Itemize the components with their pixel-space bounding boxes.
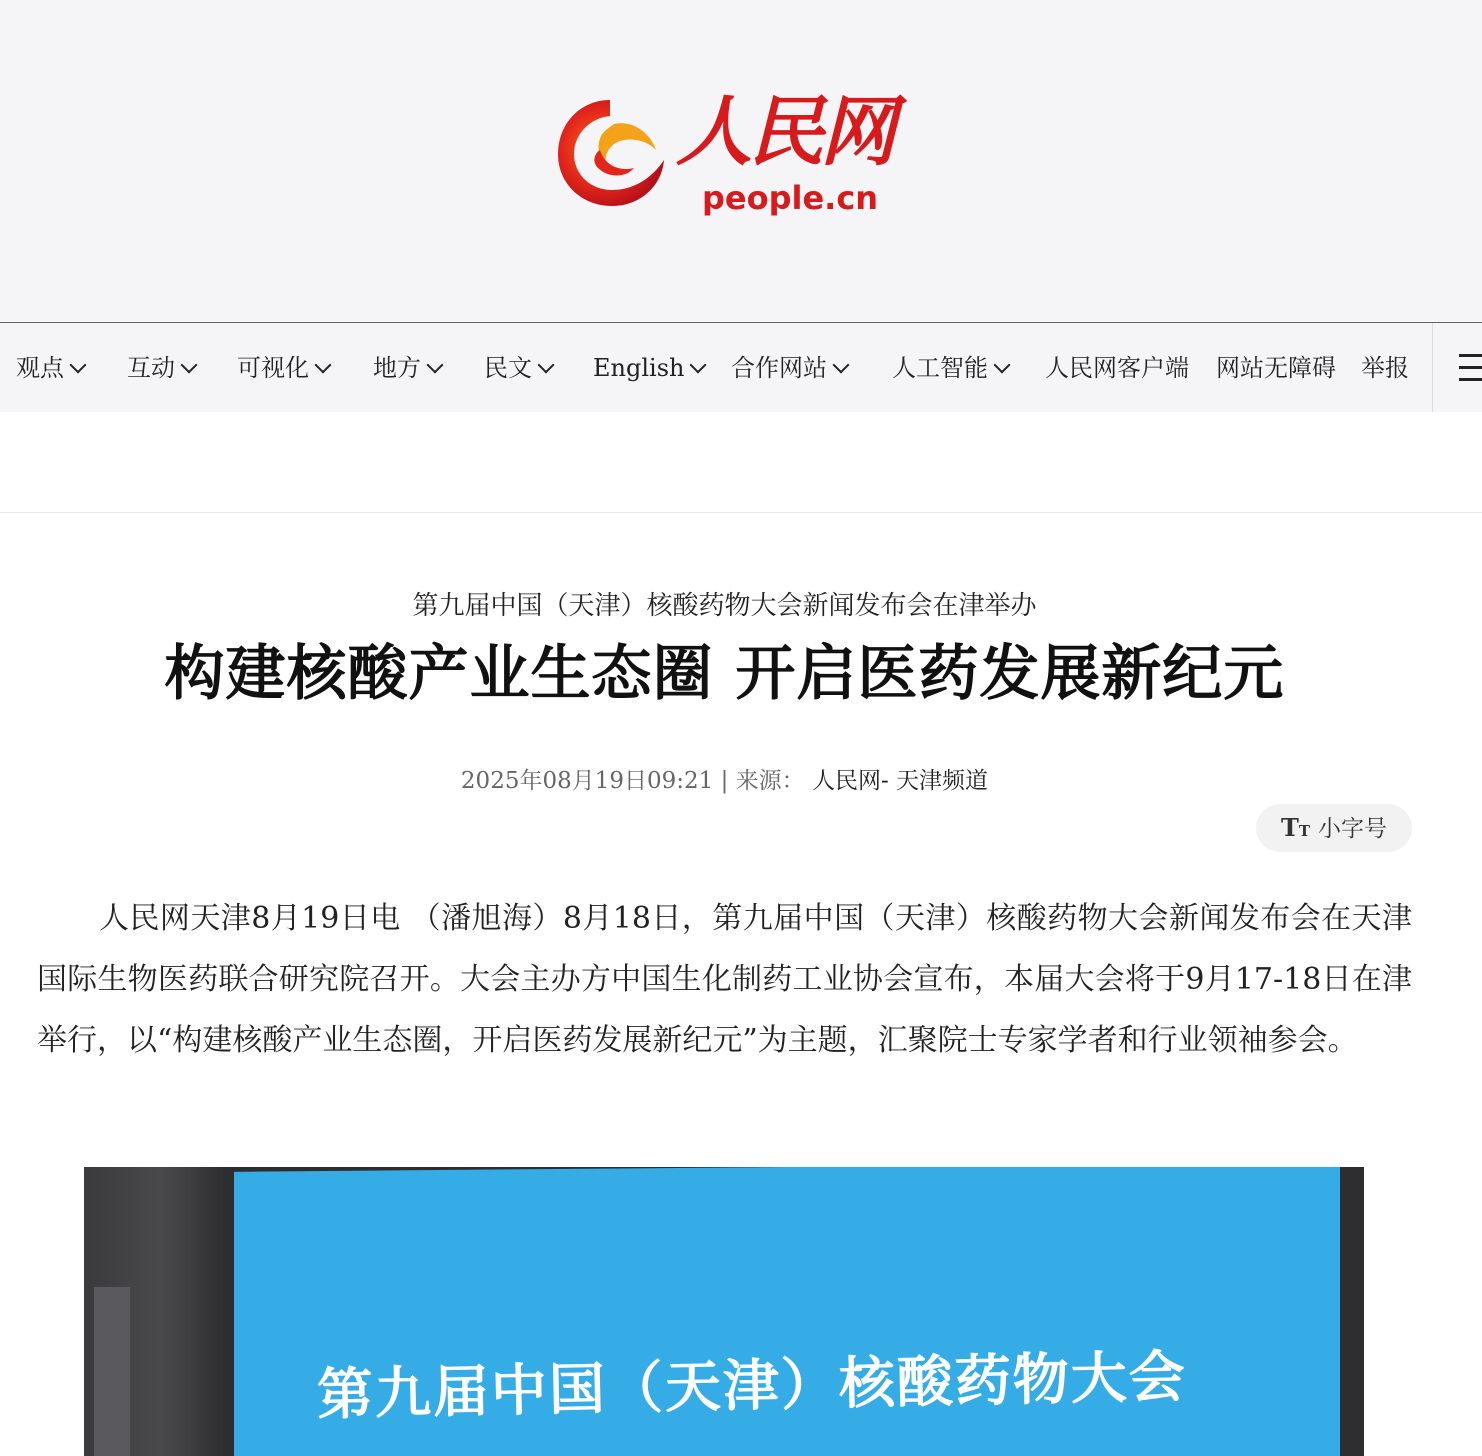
chevron-down-icon [690, 357, 707, 374]
site-header [0, 0, 1482, 323]
chevron-down-icon [315, 357, 332, 374]
nav-item-label: 互动 [127, 354, 175, 382]
nav-item-label: 可视化 [237, 354, 309, 382]
nav-item-label: 网站无障碍 [1216, 354, 1336, 382]
nav-item-minwen[interactable] [484, 323, 552, 412]
nav-item-label: 地方 [373, 354, 421, 382]
nav-item-client[interactable] [1045, 323, 1189, 412]
article-datetime: 2025年08月19日09:21 [460, 768, 714, 794]
chevron-down-icon [994, 357, 1011, 374]
site-logo[interactable] [552, 84, 898, 216]
photo-pillar [94, 1287, 130, 1456]
nav-item-label: 合作网站 [731, 354, 827, 382]
nav-item-hudong[interactable] [127, 323, 195, 412]
chevron-down-icon [427, 357, 444, 374]
nav-item-label: 人工智能 [892, 354, 988, 382]
article-meta [0, 762, 1449, 800]
nav-item-label: English [593, 354, 685, 382]
section-divider [0, 512, 1482, 513]
logo-chinese-text: 人民网 [676, 87, 892, 176]
article-source-link[interactable]: 人民网- 天津频道 [811, 768, 989, 794]
nav-item-label: 举报 [1361, 354, 1409, 382]
logo-english-text: people.cn [702, 179, 879, 217]
nav-item-ai[interactable] [892, 323, 1008, 412]
chevron-down-icon [833, 357, 850, 374]
hamburger-icon[interactable] [1432, 323, 1482, 412]
nav-item-hezuo[interactable] [731, 323, 847, 412]
chevron-down-icon [70, 357, 87, 374]
article-title: 构建核酸产业生态圈 开启医药发展新纪元 [164, 639, 1285, 709]
nav-item-label: 观点 [16, 354, 64, 382]
article-photo [84, 1167, 1364, 1456]
article-paragraph: 人民网天津8月19日电 （潘旭海）8月18日，第九届中国（天津）核酸药物大会新闻发布会在天津国际生物医药联合研究院召开。大会主办方中国生化制药工业协会宣布，本届大会将于9月17-18日在津举行，以“构建核酸产业生态圈，开启医药发展新纪元”为主题，汇聚院士专家学者和行业领袖参会。 [37, 901, 1412, 1058]
source-label: | 来源： [720, 768, 805, 794]
nav-item-report[interactable] [1361, 323, 1409, 412]
nav-item-english[interactable] [593, 323, 704, 412]
article-subtitle: 第九届中国（天津）核酸药物大会新闻发布会在津举办 [412, 591, 1037, 621]
font-size-icon: TT [1280, 813, 1311, 842]
font-size-toggle-button[interactable] [1256, 804, 1412, 852]
nav-item-label: 民文 [484, 354, 532, 382]
photo-screen-text: 第九届中国（天津）核酸药物大会 [316, 1344, 1188, 1428]
nav-item-difang[interactable] [373, 323, 441, 412]
font-size-toggle-label: 小字号 [1318, 816, 1388, 842]
nav-item-guandian[interactable] [16, 323, 84, 412]
nav-item-accessibility[interactable] [1216, 323, 1336, 412]
people-emblem-icon [552, 94, 668, 210]
chevron-down-icon [538, 357, 555, 374]
nav-item-label: 人民网客户端 [1045, 354, 1189, 382]
main-nav [0, 323, 1482, 412]
nav-item-keshihua[interactable] [237, 323, 329, 412]
chevron-down-icon [181, 357, 198, 374]
